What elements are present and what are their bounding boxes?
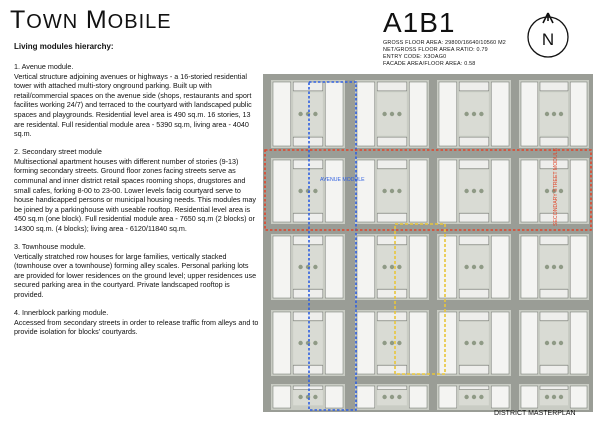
tree	[472, 395, 476, 399]
building	[521, 82, 538, 146]
building	[409, 236, 427, 298]
building	[377, 365, 407, 374]
building	[439, 386, 457, 408]
building	[570, 386, 587, 408]
north-arrow-icon	[526, 12, 570, 62]
tree	[552, 395, 556, 399]
building	[491, 386, 509, 408]
building	[491, 312, 509, 374]
building	[293, 365, 323, 374]
building	[293, 236, 323, 245]
building	[459, 160, 489, 169]
tree	[472, 189, 476, 193]
tree	[390, 189, 394, 193]
building	[459, 312, 489, 321]
module-3	[14, 242, 260, 300]
tree	[479, 189, 483, 193]
building	[325, 386, 343, 408]
building	[491, 82, 509, 146]
building	[325, 312, 343, 374]
module-body: Vertically stratched row houses for large families, vertically stacked (townhouse over a townhouse) forming alley scales. Personal parking lots are provided for lower residences on the ground level; upper residences use secured parking area in the courtyard. Private landscaped rooftop is provided.	[14, 251, 257, 300]
building	[540, 365, 568, 374]
title-letter-t: T	[10, 6, 27, 34]
tree	[313, 341, 317, 345]
tree	[559, 265, 563, 269]
building	[325, 236, 343, 298]
module-heading: 4. Innerblock parking module.	[14, 308, 109, 318]
tree	[559, 112, 563, 116]
tree	[559, 341, 563, 345]
avenue-module-label: AVENUE MODULE	[320, 177, 365, 183]
building	[377, 236, 407, 245]
building	[377, 386, 407, 389]
building	[459, 365, 489, 374]
tree	[545, 189, 549, 193]
building	[439, 312, 457, 374]
tree	[298, 265, 302, 269]
tree	[390, 395, 394, 399]
tree	[552, 265, 556, 269]
tree	[464, 341, 468, 345]
tree	[313, 265, 317, 269]
building	[293, 213, 323, 222]
info-line: FACADE AREA/FLOOR AREA: 0.58	[383, 60, 476, 67]
tree	[545, 395, 549, 399]
building	[521, 312, 538, 374]
building	[325, 82, 343, 146]
modules-description	[14, 62, 260, 345]
building	[273, 312, 291, 374]
building	[357, 386, 375, 408]
building	[377, 289, 407, 298]
building	[521, 160, 538, 222]
building	[491, 236, 509, 298]
building	[293, 386, 323, 389]
building	[459, 82, 489, 91]
tree	[472, 265, 476, 269]
tree	[298, 395, 302, 399]
plan-caption: DISTRICT MASTERPLAN	[494, 410, 576, 417]
building	[357, 236, 375, 298]
building	[540, 137, 568, 146]
building	[357, 160, 375, 222]
title-word-obile: OBILE	[107, 11, 172, 33]
building	[357, 312, 375, 374]
tree	[545, 265, 549, 269]
tree	[397, 112, 401, 116]
module-body: Vertical structure adjoining avenues or highways - a 16-storied residential tower with attached multi-story onground parking. Built up with retail/commercial spaces on the avenue side (shops, restaurants and sport facilites working 24/7) and terraced to the courtyard with landscaped public spaces and playgrounds. Residential level area is 490 sq.m. 16 stories, 13 are residental. Full residential module area - 5390 sq.m, living area - 4040 sq.m.	[14, 71, 252, 139]
tree	[298, 341, 302, 345]
tree	[313, 112, 317, 116]
tree	[313, 189, 317, 193]
tree	[382, 341, 386, 345]
tree	[390, 112, 394, 116]
tree	[390, 341, 394, 345]
building	[521, 386, 538, 408]
building	[293, 137, 323, 146]
title-word-own: OWN	[26, 11, 79, 33]
building	[570, 82, 587, 146]
building	[521, 236, 538, 298]
tree	[472, 341, 476, 345]
building	[459, 386, 489, 389]
module-heading: 3. Townhouse module.	[14, 242, 86, 252]
module-body: Accessed from secondary streets in order to release traffic from alleys and to provide isolation for blocks' courtyards.	[14, 317, 259, 337]
tree	[472, 112, 476, 116]
building	[570, 312, 587, 374]
building	[273, 82, 291, 146]
building	[540, 289, 568, 298]
tree	[397, 189, 401, 193]
page-title	[10, 6, 172, 36]
tree	[545, 112, 549, 116]
building	[409, 82, 427, 146]
building	[377, 213, 407, 222]
building	[409, 160, 427, 222]
module-heading: 1. Avenue module.	[14, 62, 74, 71]
building	[377, 137, 407, 146]
building	[293, 312, 323, 321]
street-module-label: SECONDARY STREET MODULE	[553, 147, 559, 226]
module-1	[14, 62, 260, 139]
building	[570, 160, 587, 222]
info-line: ENTRY CODE: X3OAG0	[383, 53, 447, 60]
area-info	[383, 40, 506, 68]
tree	[479, 265, 483, 269]
module-4	[14, 308, 260, 337]
tree	[382, 395, 386, 399]
building	[439, 160, 457, 222]
tree	[382, 189, 386, 193]
tree	[552, 341, 556, 345]
info-line: GROSS FLOOR AREA: 29800/16640/10560 M2	[383, 40, 506, 46]
module-2	[14, 147, 260, 233]
tree	[559, 189, 563, 193]
title-letter-m: M	[85, 6, 108, 34]
tree	[397, 265, 401, 269]
building	[459, 236, 489, 245]
tree	[464, 395, 468, 399]
tree	[397, 341, 401, 345]
building	[273, 160, 291, 222]
north-label: N	[541, 30, 555, 49]
module-heading: 2. Secondary street module	[14, 147, 102, 157]
tree	[397, 395, 401, 399]
building	[409, 312, 427, 374]
building	[293, 82, 323, 91]
building	[377, 312, 407, 321]
building	[540, 386, 568, 389]
tree	[313, 395, 317, 399]
tree	[298, 112, 302, 116]
building	[409, 386, 427, 408]
tree	[464, 189, 468, 193]
building	[459, 213, 489, 222]
building	[273, 386, 291, 408]
building	[439, 236, 457, 298]
building	[293, 160, 323, 169]
building	[540, 312, 568, 321]
building	[357, 82, 375, 146]
subtitle: Living modules hierarchy:	[14, 42, 114, 51]
tree	[298, 189, 302, 193]
building	[293, 289, 323, 298]
tree	[464, 265, 468, 269]
info-line: NET/GROSS FLOOR AREA RATIO: 0.79	[383, 46, 488, 53]
module-body: Multisectional apartment houses with different number of stories (9-13) forming secondary streets. Ground floor zones facing streets serve as communal and inner district retail spaces rooming shops, drugstores and small cafes, forking 8-00 to 23-00. Lower levels facig courtyard serve to house handicapped persons or municipal housing needs. This modules may be joined by a parkinghouse with useable rooftop. Residential level area is 450 sq.m (one block). Full residential module area - 7650 sq.m (2 blocks) or 14300 sq.m. (4 blocks); living area - 6120/11840 sq.m.	[14, 156, 256, 233]
building	[570, 236, 587, 298]
project-code: A1B1	[383, 7, 456, 38]
building	[325, 160, 343, 222]
tree	[464, 112, 468, 116]
tree	[479, 112, 483, 116]
building	[540, 82, 568, 91]
tree	[382, 112, 386, 116]
district-masterplan	[263, 74, 593, 412]
building	[459, 137, 489, 146]
tree	[479, 395, 483, 399]
building	[540, 236, 568, 245]
tree	[479, 341, 483, 345]
building	[377, 160, 407, 169]
building	[459, 289, 489, 298]
building	[439, 82, 457, 146]
building	[377, 82, 407, 91]
tree	[545, 341, 549, 345]
tree	[559, 395, 563, 399]
building	[491, 160, 509, 222]
building	[273, 236, 291, 298]
tree	[390, 265, 394, 269]
tree	[382, 265, 386, 269]
tree	[552, 112, 556, 116]
